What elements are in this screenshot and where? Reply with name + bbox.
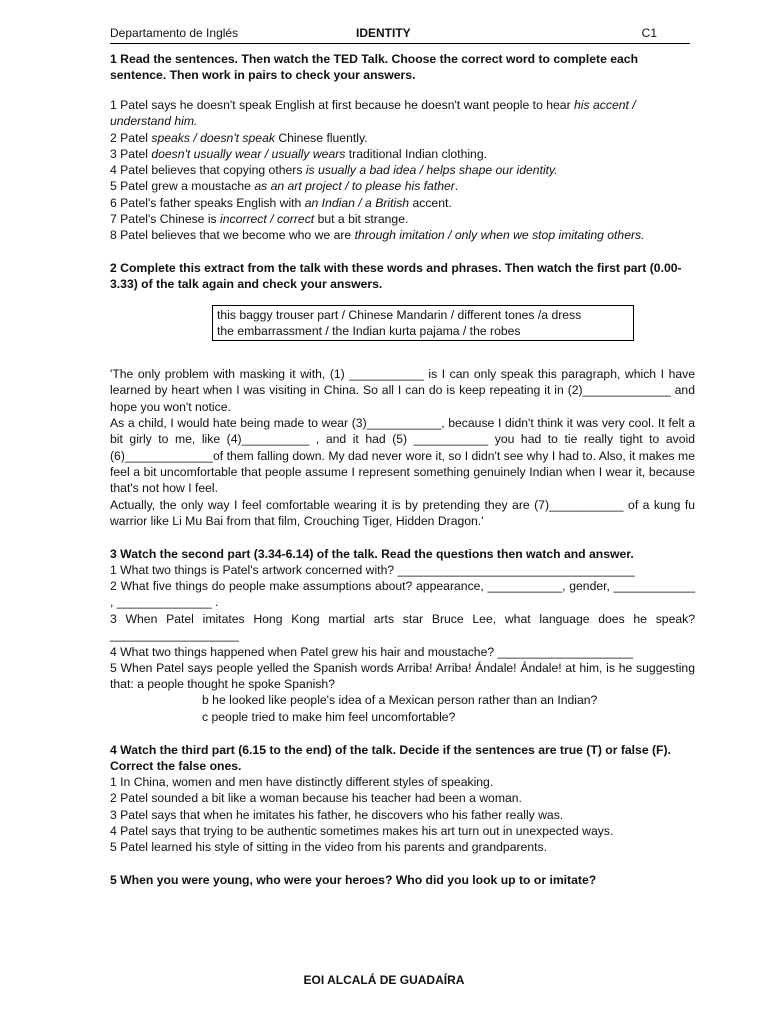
section1-item-text: 4 Patel believes that copying others [110, 163, 306, 178]
extract-paragraph-1: 'The only problem with masking it with, (1) ___________ is I can only speak this paragraph, which I have learned by heart when I was visiting in China. So all I can do is keep repeating it in (2)_____________ and hope you won't notice. [110, 367, 695, 414]
section3-question-2: 2 What five things do people make assumptions about? appearance, ___________, gender, ____________ , ______________ . [110, 579, 695, 610]
section1-item-text: 7 Patel's Chinese is [110, 212, 221, 227]
section1-item [110, 162, 695, 178]
school-footer: EOI ALCALÁ DE GUADAÍRA [303, 973, 465, 987]
word-box-line-1: this baggy trouser part / Chinese Mandarin / different tones /a dress [217, 308, 582, 322]
section1-item-options: doesn't usually wear / usually wears [151, 146, 346, 161]
section4-item: 4 Patel says that trying to be authentic sometimes makes his art turn out in unexpected ways. [110, 823, 614, 838]
section1-item-options: is usually a bad idea / helps shape our identity. [305, 163, 558, 178]
word-box [212, 305, 634, 341]
section1-item-text: 1 Patel says he doesn't speak English at first because he doesn't want people to hear [110, 98, 575, 112]
section1-item [110, 227, 695, 243]
section1-item-text: 3 Patel [110, 146, 152, 161]
section1-item-options: speaks / doesn't speak [151, 130, 275, 145]
section2-heading: 2 Complete this extract from the talk with these words and phrases. Then watch the first part (0.00-3.33) of the talk again and check your answers. [110, 261, 682, 292]
section1-item-options: through imitation / only when we stop imitating others. [354, 228, 645, 243]
section1-item-text: 8 Patel believes that we become who we are [110, 228, 355, 243]
section1-list [110, 97, 695, 244]
section5-heading: 5 When you were young, who were your heroes? Who did you look up to or imitate? [110, 873, 597, 887]
section1-item-options: an Indian / a British [304, 195, 410, 210]
section4-item: 1 In China, women and men have distinctly different styles of speaking. [110, 775, 494, 789]
section1-item [110, 146, 695, 162]
section1-item-end: . [454, 179, 459, 194]
section3-question-5-option-b: b he looked like people's idea of a Mexican person rather than an Indian? [202, 693, 598, 707]
section1-item-end: accent. [409, 195, 452, 210]
section4-item: 2 Patel sounded a bit like a woman because his teacher had been a woman. [110, 791, 522, 806]
section1-heading: 1 Read the sentences. Then watch the TED Talk. Choose the correct word to complete each sentence. Then work in pairs to check your answers. [110, 52, 639, 83]
extract-paragraph-3: Actually, the only way I feel comfortable wearing it is by pretending they are (7)___________ of a kung fu warrior like Li Mu Bai from that film, Crouching Tiger, Hidden Dragon.' [110, 498, 695, 529]
section4-heading: 4 Watch the third part (6.15 to the end) of the talk. Decide if the sentences are true (T) or false (F). Correct the false ones. [110, 743, 671, 774]
section3-question-4: 4 What two things happened when Patel grew his hair and moustache? ____________________ [110, 645, 634, 659]
section1-item-end: but a bit strange. [314, 212, 409, 227]
section1-item-end: Chinese fluently. [274, 130, 368, 145]
section1-item [110, 178, 695, 194]
worksheet-title: IDENTITY [356, 26, 411, 40]
section4-item: 3 Patel says that when he imitates his father, he discovers who his father really was. [110, 807, 564, 822]
section1-item-options: as an art project / to please his father [254, 179, 455, 194]
section3-question-5-option-c: c people tried to make him feel uncomfortable? [202, 710, 456, 724]
section1-item [110, 195, 695, 211]
section1-item [110, 211, 695, 227]
section4-item: 5 Patel learned his style of sitting in the video from his parents and grandparents. [110, 840, 547, 855]
section3-question-5: 5 When Patel says people yelled the Spanish words Arriba! Arriba! Ándale! Ándale! at him, is he suggesting that: a people thought he spoke Spanish? [110, 661, 695, 692]
section3-question-1: 1 What two things is Patel's artwork concerned with? ___________________________________ [110, 563, 635, 577]
department-label: Departamento de Inglés [110, 26, 239, 40]
section1-item [110, 130, 695, 146]
section3-heading: 3 Watch the second part (3.34-6.14) of the talk. Read the questions then watch and answer. [110, 547, 634, 561]
level-label: C1 [641, 26, 657, 40]
section4-list [110, 774, 695, 855]
section1-item [110, 97, 695, 130]
section1-item-text: 2 Patel [110, 130, 152, 145]
page-header [110, 26, 690, 44]
section1-item-text: 6 Patel's father speaks English with [110, 195, 305, 210]
section3-question-3: 3 When Patel imitates Hong Kong martial arts star Bruce Lee, what language does he speak? ___________________ [110, 612, 695, 643]
section1-item-options: his accent / understand him. [110, 98, 636, 129]
word-box-line-2: the embarrassment / the Indian kurta pajama / the robes [217, 324, 521, 338]
extract-paragraph-2: As a child, I would hate being made to wear (3)___________, because I didn't think it was very cool. It felt a bit girly to me, like (4)__________ , and it had (5) ___________ you had to tie really tight to avoid (6)_____________of them falling down. My dad never wore it, so I didn't see why I had to. Also, it makes me feel a bit uncomfortable that people assume I represent something genuinely Indian when I wear it, because that's not how I feel. [110, 416, 695, 496]
section1-item-text: 5 Patel grew a moustache [110, 179, 255, 194]
section1-item-options: incorrect / correct [220, 212, 315, 227]
section1-item-end: traditional Indian clothing. [345, 146, 487, 161]
